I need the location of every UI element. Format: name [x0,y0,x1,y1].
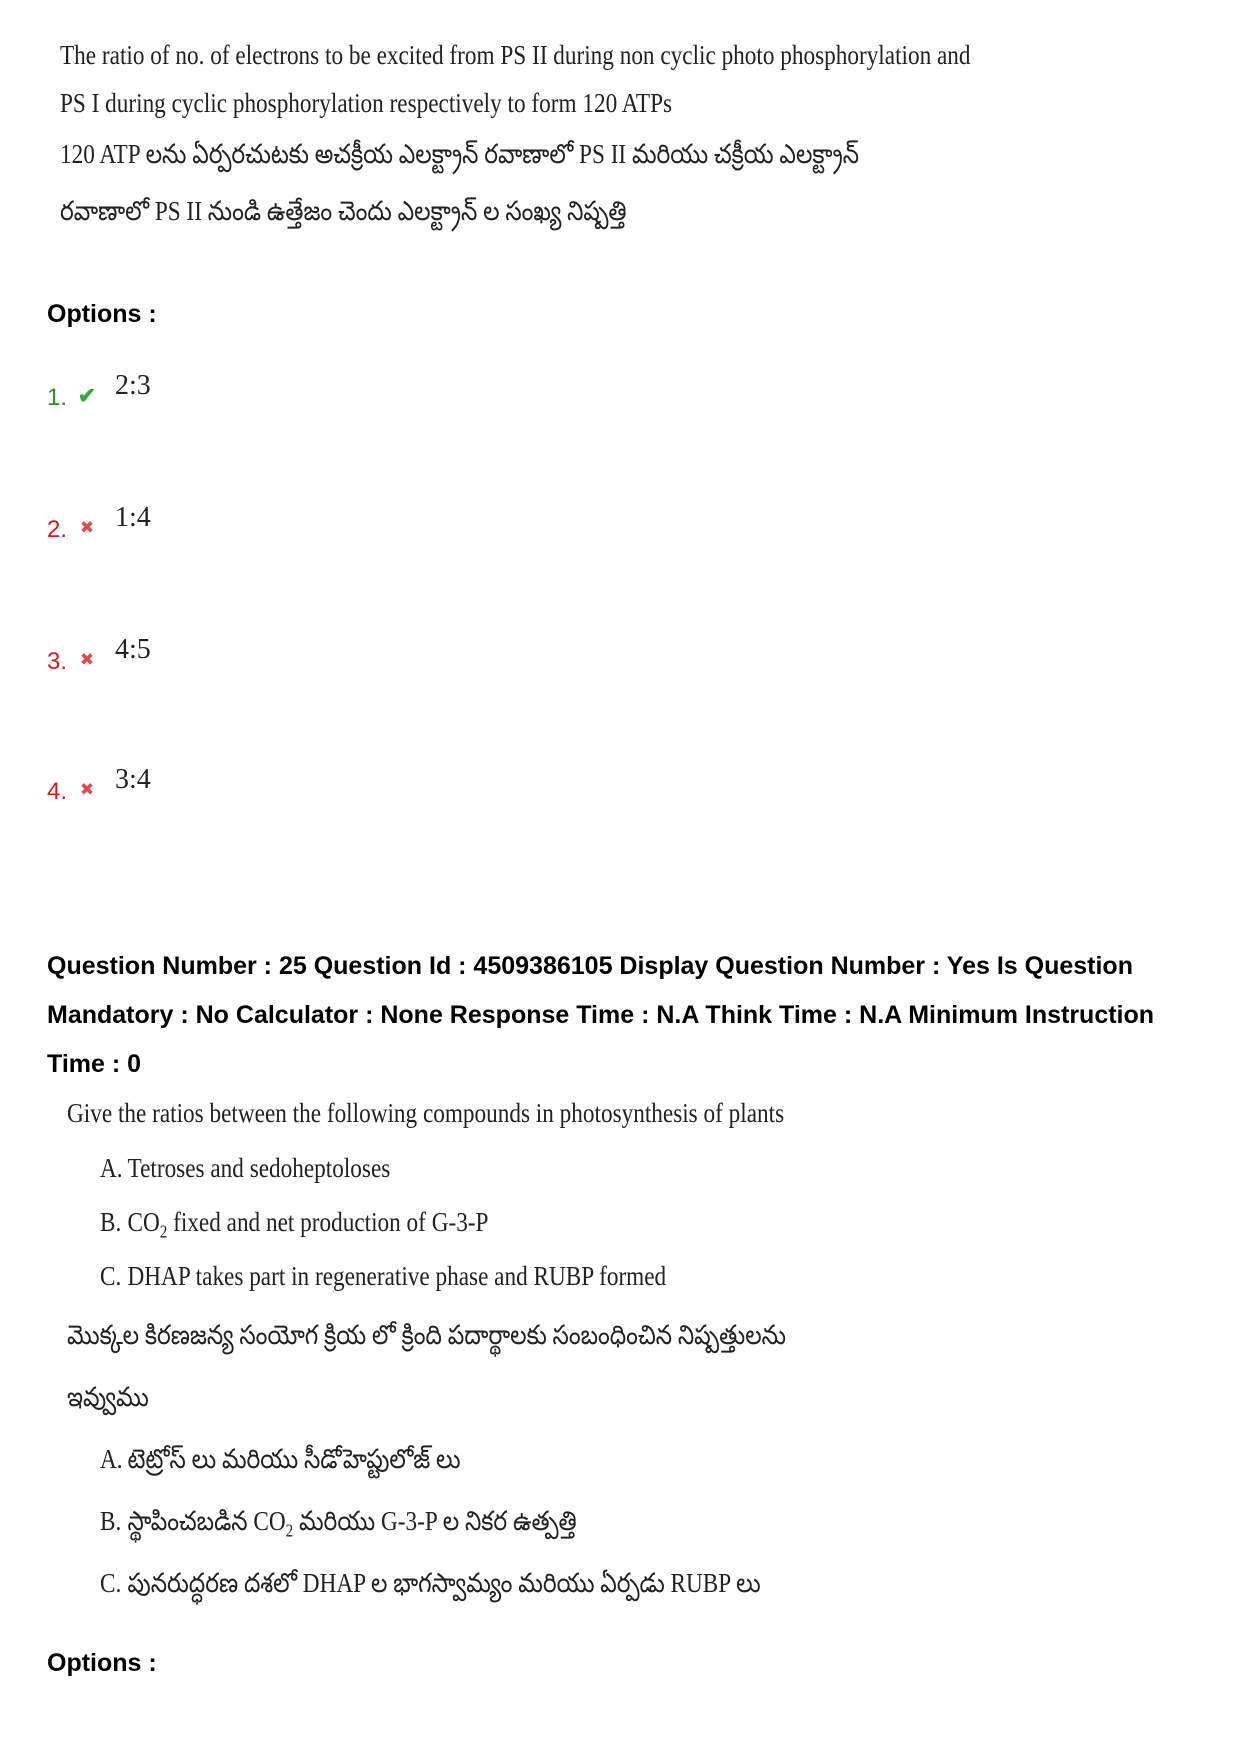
options-label-q25: Options : [47,1649,157,1677]
option-number: 3. [47,648,68,675]
item-letter: C. [100,1261,122,1291]
item-letter: A. [100,1153,123,1183]
item-text: DHAP takes part in regenerative phase and RUBP formed [127,1261,667,1291]
question-line-en-1: The ratio of no. of electrons to be excited from PS II during non cyclic photo phosphorylation and [60,40,971,70]
item-subscript: 2 [159,1221,168,1242]
item-text: టెట్రోస్ లు మరియు సీడోహెప్టులోజ్ లు [127,1444,461,1474]
option-value: 2:3 [115,370,151,401]
question-item-te-c [100,1570,761,1597]
option-number: 2. [47,516,68,543]
question-stem-en: Give the ratios between the following compounds in photosynthesis of plants [67,1098,785,1128]
question-line-en-2: PS I during cyclic phosphorylation respectively to form 120 ATPs [60,88,673,118]
item-letter: A. [100,1444,123,1474]
item-text: Tetroses and sedoheptoloses [127,1153,391,1183]
question-meta [47,942,1197,1089]
option-value: 3:4 [115,764,151,795]
item-text: fixed and net production of G-3-P [167,1207,489,1237]
question-item-te-a [100,1446,461,1473]
item-text: స్థాపించబడిన CO [127,1506,286,1536]
item-text: CO [127,1207,160,1237]
question-line-te-2: రవాణాలో PS II నుండి ఉత్తేజం చెందు ఎలక్ట్రాన్ ల సంఖ్య నిష్పత్తి [60,196,627,226]
item-letter: C. [100,1568,122,1598]
cross-icon: ✖ [79,650,95,669]
question-item-te-b [100,1508,577,1540]
question-meta-line-1: Question Number : 25 Question Id : 4509386105 Display Question Number : Yes Is Question [47,952,1133,980]
check-icon: ✔ [77,383,97,408]
item-text: మరియు G-3-P ల నికర ఉత్పత్తి [293,1506,577,1536]
question-meta-line-2: Mandatory : No Calculator : None Response Time : N.A Think Time : N.A Minimum Instruction [47,1001,1155,1029]
question-item-en-a [100,1155,390,1182]
question-item-en-c [100,1263,666,1290]
question-meta-line-3: Time : 0 [47,1050,142,1078]
item-subscript: 2 [285,1520,294,1541]
option-number: 1. [47,384,68,411]
option-value: 4:5 [115,634,151,665]
item-text: పునరుద్ధరణ దశలో DHAP ల భాగస్వామ్యం మరియు ఏర్పడు RUBP లు [127,1568,761,1598]
options-label: Options : [47,300,157,328]
cross-icon: ✖ [79,518,95,537]
question-stem-te-1: మొక్కల కిరణజన్య సంయోగ క్రియ లో క్రింది పదార్థాలకు సంబంధించిన నిష్పత్తులను [67,1320,787,1350]
item-letter: B. [100,1506,122,1536]
question-item-en-b [100,1209,488,1241]
option-number: 4. [47,778,68,805]
question-line-te-1: 120 ATP లను ఏర్పరచుటకు అచక్రీయ ఎలక్ట్రాన్ రవాణాలో PS II మరియు చక్రీయ ఎలక్ట్రాన్ [60,139,860,169]
question-stem-te-2: ఇవ్వుము [67,1382,149,1412]
option-value: 1:4 [115,502,151,533]
item-letter: B. [100,1207,122,1237]
cross-icon: ✖ [79,780,95,799]
